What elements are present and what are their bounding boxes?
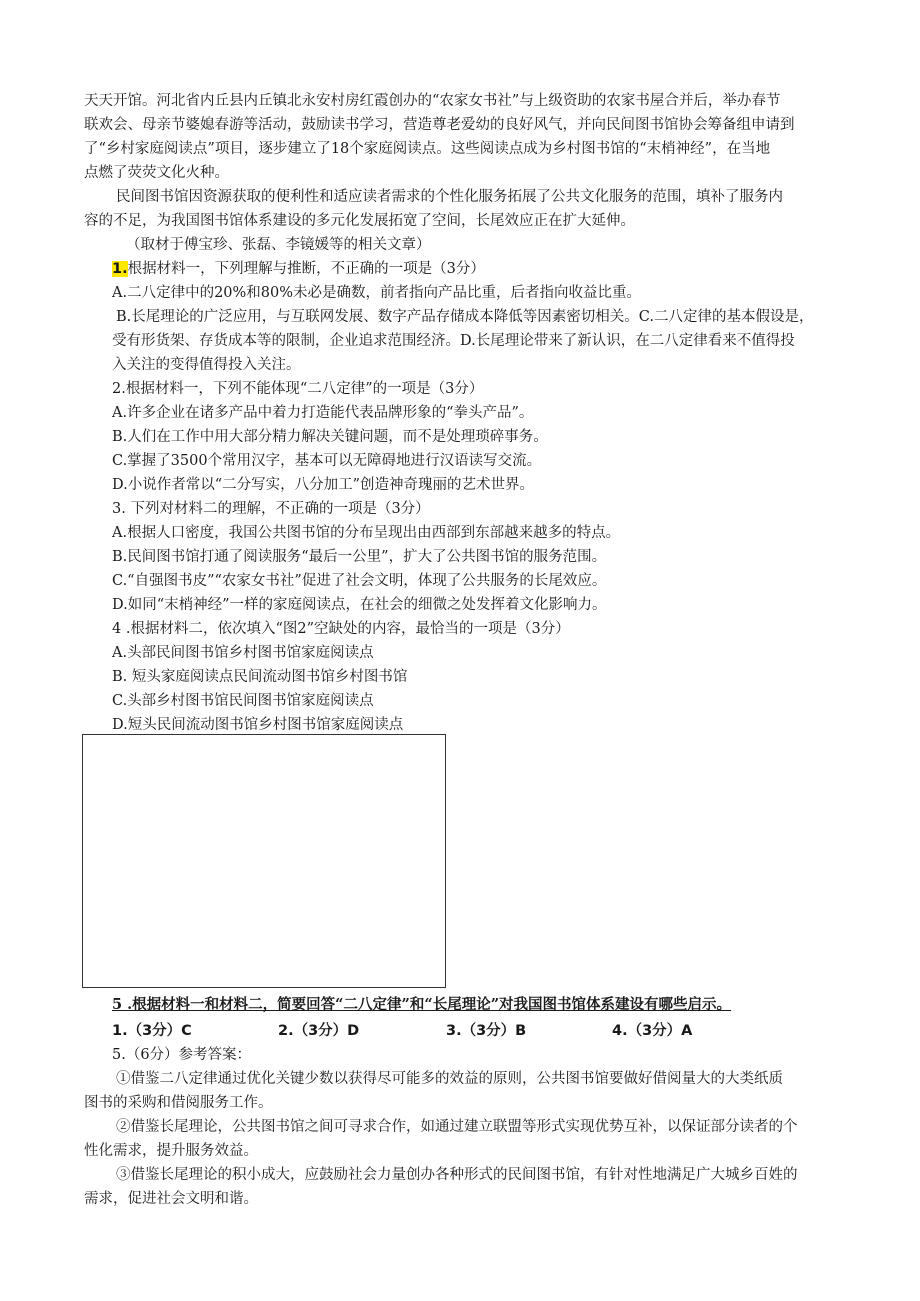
- option-line: A.根据人口密度，我国公共图书馆的分布呈现出由西部到东部越来越多的特点。: [112, 525, 621, 541]
- answer-1: 1.（3分）C: [112, 1023, 192, 1039]
- passage-line: 民间图书馆因资源获取的便利性和适应读者需求的个性化服务拓展了公共文化服务的范围，填补了服务内: [116, 189, 783, 205]
- answer-3: 3.（3分）B: [446, 1023, 527, 1039]
- option-line: 入关注的变得值得投入关注。: [112, 357, 301, 373]
- answer-point: 图书的采购和借阅服务工作。: [84, 1095, 273, 1111]
- question-5-stem: 5 .根据材料一和材料二，简要回答“二八定律”和“长尾理论”对我国图书馆体系建设有哪些启示。: [112, 996, 732, 1013]
- answer-point: ②借鉴长尾理论，公共图书馆之间可寻求合作，如通过建立联盟等形式实现优势互补，以保证部分读者的个: [116, 1119, 798, 1135]
- passage-line: 联欢会、母亲节婆媳春游等活动，鼓励读书学习，营造尊老爱幼的良好风气，并向民间图书馆协会筹备组申请到: [84, 117, 795, 133]
- option-line: A.许多企业在诸多产品中着力打造能代表品牌形象的“拳头产品”。: [112, 405, 534, 421]
- option-line: A.二八定律中的20%和80%未必是确数，前者指向产品比重，后者指向收益比重。: [112, 285, 642, 301]
- option-line: B. 短头家庭阅读点民间流动图书馆乡村图书馆: [112, 669, 408, 685]
- figure-placeholder: [82, 734, 446, 988]
- option-line: C.“自强图书皮”“农家女书社”促进了社会文明，体现了公共服务的长尾效应。: [112, 573, 607, 589]
- option-line: D.小说作者常以“二分写实，八分加工”创造神奇瑰丽的艺术世界。: [112, 477, 535, 493]
- answer-point: ①借鉴二八定律通过优化关键少数以获得尽可能多的效益的原则，公共图书馆要做好借阅量大的大类纸质: [116, 1071, 783, 1087]
- question-1-text: 根据材料一，下列理解与推断，不正确的一项是（3分）: [127, 261, 485, 277]
- passage-line: 了“乡村家庭阅读点”项目，逐步建立了18个家庭阅读点。这些阅读点成为乡村图书馆的“末梢神经”，在当地: [84, 141, 771, 157]
- answer-point: 性化需求，提升服务效益。: [84, 1143, 258, 1159]
- question-3-stem: 3. 下列对材料二的理解，不正确的一项是（3分）: [112, 501, 430, 517]
- question-2-stem: 2.根据材料一，下列不能体现“二八定律”的一项是（3分）: [112, 381, 484, 397]
- question-4-stem: 4 .根据材料二，依次填入“图2”空缺处的内容，最恰当的一项是（3分）: [112, 621, 570, 637]
- passage-line: 点燃了荧荧文化火种。: [84, 165, 229, 181]
- passage-line: 容的不足，为我国图书馆体系建设的多元化发展拓宽了空间，长尾效应正在扩大延伸。: [84, 213, 635, 229]
- answer-2: 2.（3分）D: [278, 1023, 360, 1039]
- option-line: A.头部民间图书馆乡村图书馆家庭阅读点: [112, 645, 374, 661]
- answer-point: 需求，促进社会文明和谐。: [84, 1191, 258, 1207]
- passage-line: 天天开馆。河北省内丘县内丘镇北永安村房红霞创办的“农家女书社”与上级资助的农家书屋合并后，举办春节: [84, 93, 781, 109]
- option-line: C.掌握了3500个常用汉字，基本可以无障碍地进行汉语读写交流。: [112, 453, 542, 469]
- option-line: D.短头民间流动图书馆乡村图书馆家庭阅读点: [112, 717, 404, 733]
- answer-4: 4.（3分）A: [612, 1023, 693, 1039]
- question-1-stem: [112, 257, 872, 281]
- question-1-number: 1.: [112, 261, 128, 277]
- answer-key-row: [112, 1019, 812, 1043]
- answer-point: ③借鉴长尾理论的积小成大，应鼓励社会力量创办各种形式的民间图书馆，有针对性地满足广大城乡百姓的: [116, 1167, 798, 1183]
- option-line: B.民间图书馆打通了阅读服务“最后一公里”，扩大了公共图书馆的服务范围。: [112, 549, 607, 565]
- answer-5-heading: 5.（6分）参考答案：: [112, 1047, 252, 1063]
- option-line: 受有形货架、存货成本等的限制，企业追求范围经济。D.长尾理论带来了新认识，在二八定律看来不值得投: [112, 333, 795, 349]
- source-note: （取材于傅宝珍、张磊、李镜媛等的相关文章）: [126, 237, 431, 253]
- option-line: D.如同“末梢神经”一样的家庭阅读点，在社会的细微之处发挥着文化影响力。: [112, 597, 607, 613]
- option-line: B.人们在工作中用大部分精力解决关键问题，而不是处理琐碎事务。: [112, 429, 548, 445]
- option-line: C.头部乡村图书馆民间图书馆家庭阅读点: [112, 693, 374, 709]
- option-line: B.长尾理论的广泛应用，与互联网发展、数字产品存储成本降低等因素密切相关。C.二八定律的基本假设是，: [116, 309, 814, 325]
